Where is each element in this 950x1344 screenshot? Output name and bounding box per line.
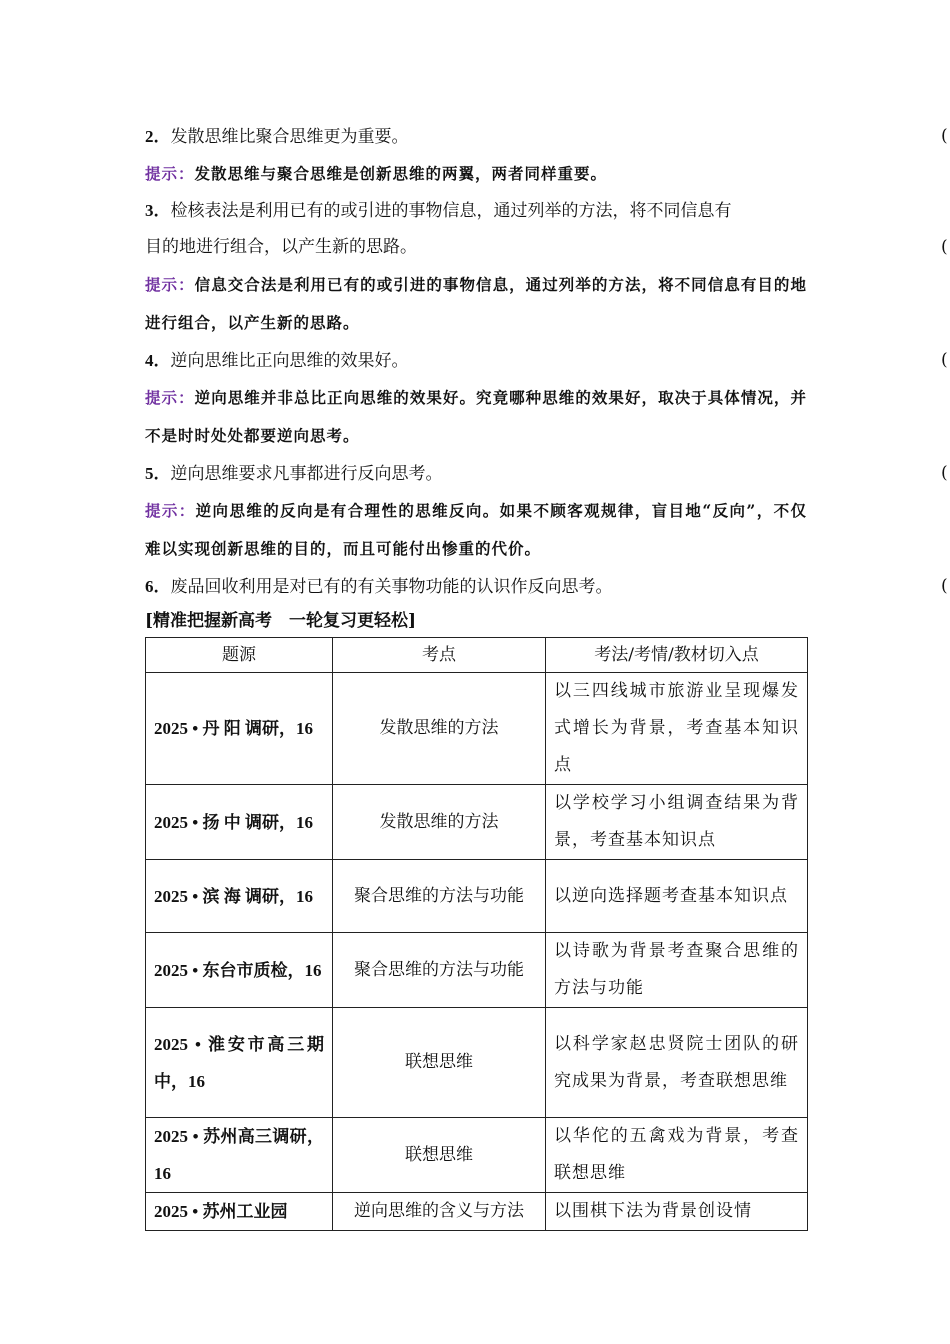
cell-point: 逆向思维的含义与方法 (333, 1193, 546, 1231)
question-text: 目的地进行组合，以产生新的思路。 (145, 237, 417, 257)
cell-detail: 以华佗的五禽戏为背景，考查联想思维 (546, 1118, 808, 1193)
question-text: 逆向思维要求凡事都进行反向思考。 (170, 464, 443, 484)
answer-paren: ( (941, 576, 948, 596)
table-row (146, 933, 808, 1008)
question-number: 2． (145, 127, 171, 146)
question-3-cont (145, 229, 948, 266)
document-page (145, 118, 948, 1231)
table-row (146, 1193, 808, 1231)
header-detail: 考法/考情/教材切入点 (546, 638, 808, 673)
question-text: 检核表法是利用已有的或引进的事物信息，通过列举的方法，将不同信息有 (170, 201, 732, 221)
cell-point: 联想思维 (333, 1008, 546, 1118)
cell-source: 2025 • 丹 阳 调研，16 (146, 673, 333, 785)
hint-label: 提示： (145, 164, 195, 183)
table-row (146, 673, 808, 785)
question-number: 4． (145, 351, 171, 370)
question-2 (145, 118, 948, 155)
table-header-row (146, 638, 808, 673)
question-4 (145, 342, 948, 379)
cell-point: 发散思维的方法 (333, 785, 546, 860)
answer-paren: ( (941, 126, 948, 146)
cell-point: 联想思维 (333, 1118, 546, 1193)
question-text: 废品回收利用是对已有的有关事物功能的认识作反向思考。 (170, 577, 613, 597)
hint-label: 提示： (145, 388, 195, 407)
cell-source: 2025 • 滨 海 调研，16 (146, 860, 333, 933)
cell-point: 聚合思维的方法与功能 (333, 933, 546, 1008)
hint-text: 逆向思维并非总比正向思维的效果好。究竟哪种思维的效果好，取决于具体情况，并不是时时处处都要逆向思考。 (145, 388, 807, 445)
section-title: [精准把握新高考 一轮复习更轻松] (145, 611, 417, 631)
question-number: 3． (145, 201, 171, 220)
cell-point: 发散思维的方法 (333, 673, 546, 785)
cell-source: 2025 • 苏州高三调研，16 (146, 1118, 333, 1193)
hint-text: 发散思维与聚合思维是创新思维的两翼，两者同样重要。 (194, 164, 608, 183)
cell-point: 聚合思维的方法与功能 (333, 860, 546, 933)
answer-paren: ( (941, 463, 948, 483)
hint-4 (145, 379, 807, 455)
table-row (146, 785, 808, 860)
hint-3 (145, 266, 807, 342)
header-source: 题源 (146, 638, 333, 673)
header-point: 考点 (333, 638, 546, 673)
question-6 (145, 568, 948, 605)
cell-detail: 以围棋下法为背景创设情 (546, 1193, 808, 1231)
question-5 (145, 455, 948, 492)
cell-detail: 以诗歌为背景考查聚合思维的方法与功能 (546, 933, 808, 1008)
cell-detail: 以三四线城市旅游业呈现爆发式增长为背景，考查基本知识点 (546, 673, 808, 785)
table-row (146, 1008, 808, 1118)
table-row (146, 860, 808, 933)
cell-detail: 以科学家赵忠贤院士团队的研究成果为背景，考查联想思维 (546, 1008, 808, 1118)
question-number: 6． (145, 577, 171, 596)
hint-text: 信息交合法是利用已有的或引进的事物信息，通过列举的方法，将不同信息有目的地进行组合，以产生新的思路。 (145, 275, 807, 332)
question-text: 发散思维比聚合思维更为重要。 (170, 127, 409, 147)
cell-source: 2025 • 淮安市高三期中，16 (146, 1008, 333, 1118)
cell-source: 2025 • 扬 中 调研，16 (146, 785, 333, 860)
question-number: 5． (145, 464, 171, 483)
hint-label: 提示： (145, 275, 195, 294)
hint-5 (145, 492, 807, 568)
cell-source: 2025 • 东台市质检，16 (146, 933, 333, 1008)
hint-text: 逆向思维的反向是有合理性的思维反向。如果不顾客观规律，盲目地“反向”，不仅难以实现创新思维的目的，而且可能付出惨重的代价。 (145, 501, 807, 558)
question-text: 逆向思维比正向思维的效果好。 (170, 351, 409, 371)
answer-paren: ( (941, 237, 948, 257)
cell-detail: 以学校学习小组调查结果为背景，考查基本知识点 (546, 785, 808, 860)
answer-paren: ( (941, 350, 948, 370)
hint-label: 提示： (145, 501, 196, 520)
cell-source: 2025 • 苏州工业园 (146, 1193, 333, 1231)
table-row (146, 1118, 808, 1193)
cell-detail: 以逆向选择题考查基本知识点 (546, 860, 808, 933)
hint-2 (145, 155, 807, 192)
question-3 (145, 192, 807, 229)
exam-source-table (145, 637, 808, 1231)
